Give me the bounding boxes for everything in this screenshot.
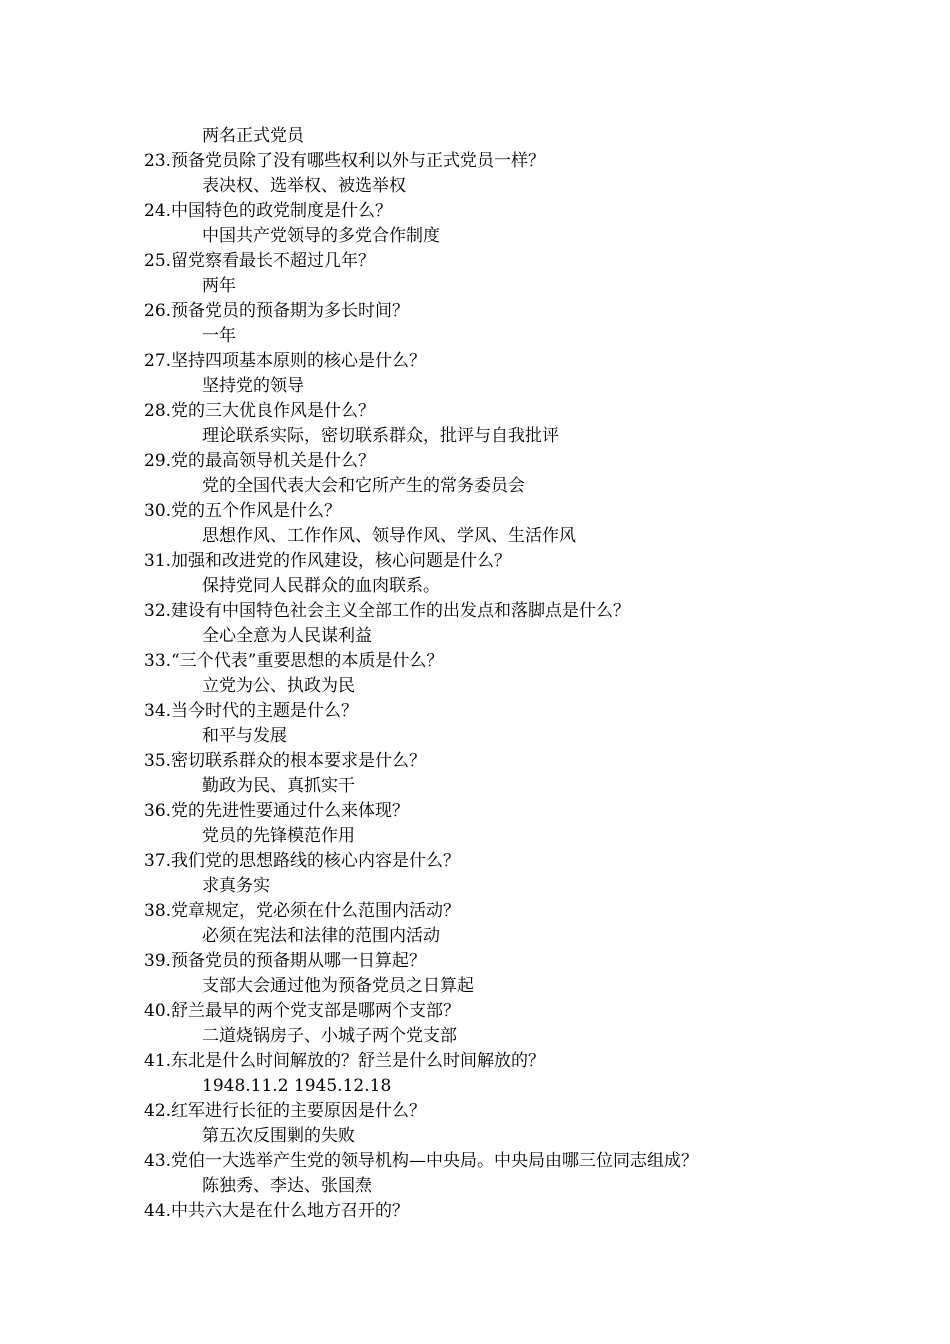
question-line: 37.我们党的思想路线的核心内容是什么？: [144, 851, 461, 871]
answer-line: 第五次反围剿的失败: [202, 1126, 355, 1146]
question-line: 41.东北是什么时间解放的？舒兰是什么时间解放的？: [144, 1051, 546, 1071]
question-line: 28.党的三大优良作风是什么？: [144, 401, 376, 421]
qa-list: [144, 124, 844, 1224]
question-line: 38.党章规定，党必须在什么范围内活动？: [144, 901, 461, 921]
answer-line: 保持党同人民群众的血肉联系。: [202, 576, 440, 596]
question-line: 25.留党察看最长不超过几年？: [144, 251, 376, 271]
answer-line: 二道烧锅房子、小城子两个党支部: [202, 1026, 457, 1046]
question-line: 29.党的最高领导机关是什么？: [144, 451, 376, 471]
question-line: 39.预备党员的预备期从哪一日算起？: [144, 951, 427, 971]
answer-line: 陈独秀、李达、张国焘: [202, 1176, 372, 1196]
answer-line: 和平与发展: [202, 726, 287, 746]
question-line: 36.党的先进性要通过什么来体现？: [144, 801, 410, 821]
question-line: 43.党伯一大选举产生党的领导机构—中央局。中央局由哪三位同志组成？: [144, 1151, 699, 1171]
qa-items: [144, 149, 844, 1224]
answer-line: 求真务实: [202, 876, 270, 896]
answer-line: 两年: [202, 276, 236, 296]
question-line: 33.“三个代表”重要思想的本质是什么？: [144, 651, 444, 671]
answer-line: 表决权、选举权、被选举权: [202, 176, 406, 196]
answer-line: 一年: [202, 326, 236, 346]
answer-line: 党员的先锋模范作用: [202, 826, 355, 846]
question-line: 23.预备党员除了没有哪些权利以外与正式党员一样？: [144, 151, 546, 171]
question-line: 31.加强和改进党的作风建设，核心问题是什么？: [144, 551, 512, 571]
answer-line: 全心全意为人民谋利益: [202, 626, 372, 646]
question-line: 44.中共六大是在什么地方召开的？: [144, 1201, 410, 1221]
answer-line: 1948.11.2 1945.12.18: [202, 1076, 392, 1096]
question-line: 32.建设有中国特色社会主义全部工作的出发点和落脚点是什么？: [144, 601, 631, 621]
answer-line: 坚持党的领导: [202, 376, 304, 396]
answer-line: 立党为公、执政为民: [202, 676, 355, 696]
question-line: 35.密切联系群众的根本要求是什么？: [144, 751, 427, 771]
question-line: 42.红军进行长征的主要原因是什么？: [144, 1101, 427, 1121]
question-line: 27.坚持四项基本原则的核心是什么？: [144, 351, 427, 371]
answer-line: 必须在宪法和法律的范围内活动: [202, 926, 440, 946]
answer-line: 支部大会通过他为预备党员之日算起: [202, 976, 474, 996]
question-line: 40.舒兰最早的两个党支部是哪两个支部？: [144, 1001, 461, 1021]
answer-line: 党的全国代表大会和它所产生的常务委员会: [202, 476, 525, 496]
question-line: 34.当今时代的主题是什么？: [144, 701, 359, 721]
answer-line: 两名正式党员: [202, 126, 304, 146]
answer-line: 思想作风、工作作风、领导作风、学风、生活作风: [202, 526, 576, 546]
answer-line: 勤政为民、真抓实干: [202, 776, 355, 796]
answer-line: 理论联系实际，密切联系群众，批评与自我批评: [202, 426, 559, 446]
question-line: 26.预备党员的预备期为多长时间？: [144, 301, 410, 321]
question-line: 24.中国特色的政党制度是什么？: [144, 201, 393, 221]
answer-line: 中国共产党领导的多党合作制度: [202, 226, 440, 246]
question-line: 30.党的五个作风是什么？: [144, 501, 342, 521]
